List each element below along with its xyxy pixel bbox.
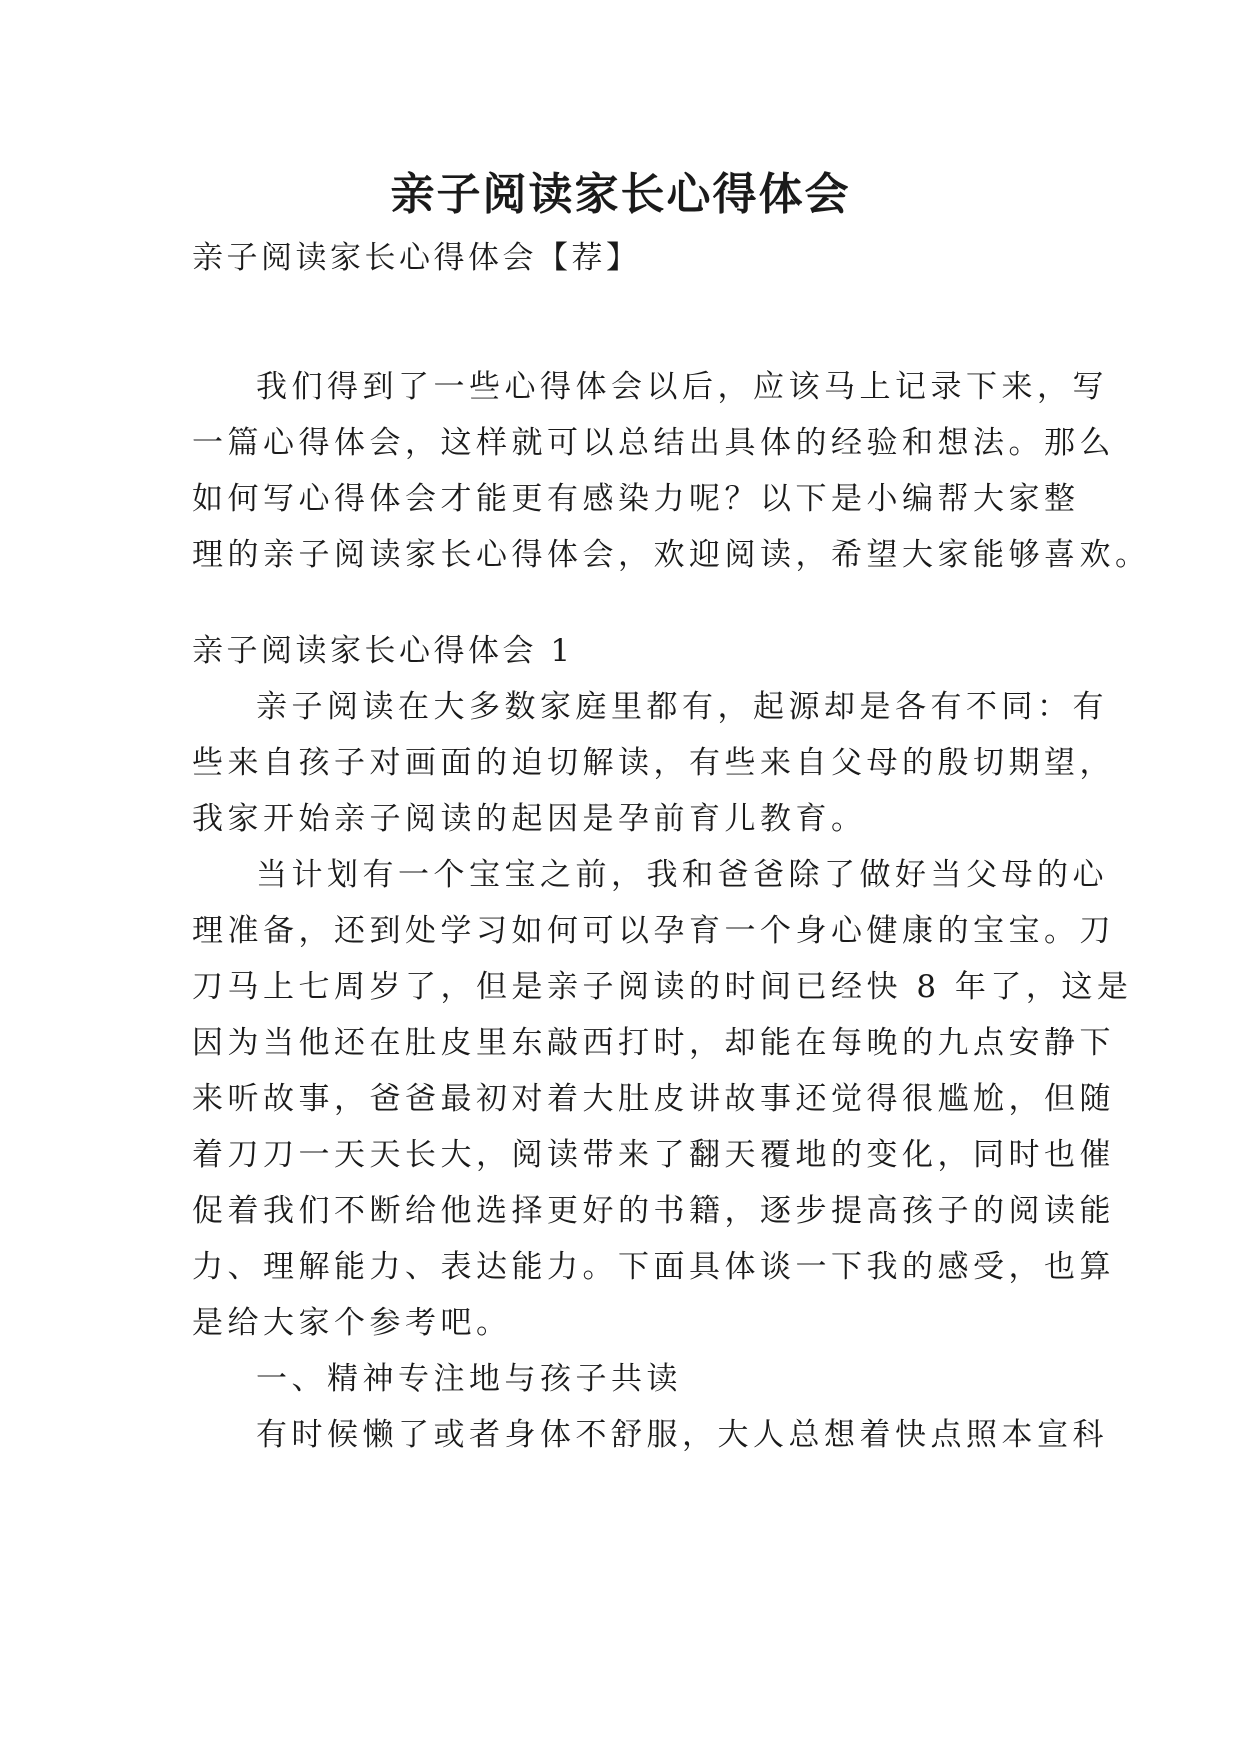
- para3-line-1: 有时候懒了或者身体不舒服，大人总想着快点照本宣科: [256, 1417, 1108, 1453]
- para2-line-6: 着刀刀一天天长大，阅读带来了翻天覆地的变化，同时也催: [192, 1137, 1115, 1173]
- para2-line-9: 是给大家个参考吧。: [192, 1305, 512, 1341]
- para2-line-4: 因为当他还在肚皮里东敲西打时，却能在每晚的九点安静下: [192, 1025, 1115, 1061]
- para2-line-1: 当计划有一个宝宝之前，我和爸爸除了做好当父母的心: [256, 857, 1108, 893]
- para1-line-3: 我家开始亲子阅读的起因是孕前育儿教育。: [192, 801, 867, 837]
- point-heading: 一、精神专注地与孩子共读: [256, 1361, 682, 1397]
- para2-line-5: 来听故事，爸爸最初对着大肚皮讲故事还觉得很尴尬，但随: [192, 1081, 1115, 1117]
- intro-line-3: 如何写心得体会才能更有感染力呢？以下是小编帮大家整: [192, 481, 1080, 517]
- intro-line-2: 一篇心得体会，这样就可以总结出具体的经验和想法。那么: [192, 425, 1115, 461]
- para1-line-1: 亲子阅读在大多数家庭里都有，起源却是各有不同：有: [256, 689, 1108, 725]
- para2-line-2: 理准备，还到处学习如何可以孕育一个身心健康的宝宝。刀: [192, 913, 1115, 949]
- para2-line-3: 刀马上七周岁了，但是亲子阅读的时间已经快 8 年了，这是: [192, 969, 1133, 1005]
- para2-line-7: 促着我们不断给他选择更好的书籍，逐步提高孩子的阅读能: [192, 1193, 1115, 1229]
- para1-line-2: 些来自孩子对画面的迫切解读，有些来自父母的殷切期望，: [192, 745, 1115, 781]
- document-title: 亲子阅读家长心得体会: [390, 169, 851, 220]
- intro-line-4: 理的亲子阅读家长心得体会，欢迎阅读，希望大家能够喜欢。: [192, 537, 1151, 573]
- para2-line-8: 力、理解能力、表达能力。下面具体谈一下我的感受，也算: [192, 1249, 1115, 1285]
- section-heading: 亲子阅读家长心得体会 1: [192, 633, 574, 669]
- document-subtitle: 亲子阅读家长心得体会【荐】: [192, 240, 641, 276]
- intro-line-1: 我们得到了一些心得体会以后，应该马上记录下来，写: [256, 369, 1108, 405]
